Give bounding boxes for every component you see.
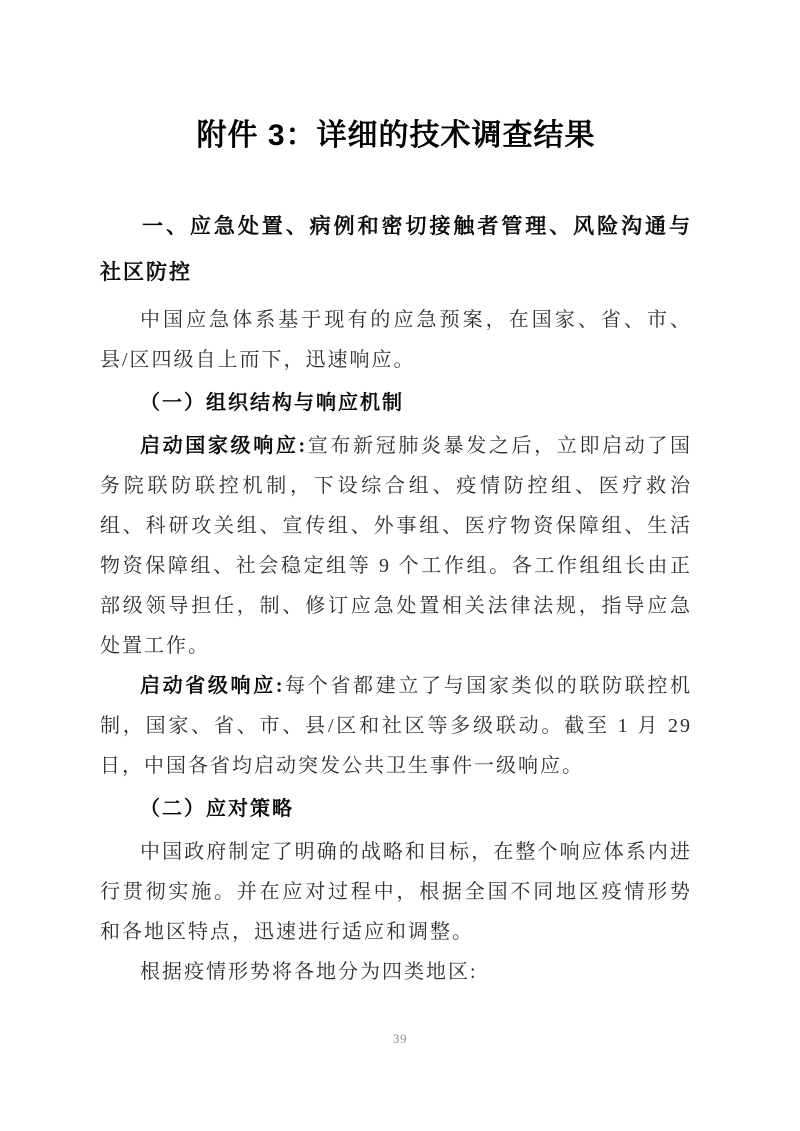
document-title: 附件 3：详细的技术调查结果 bbox=[196, 119, 596, 152]
subsection-heading-organization: （一）组织结构与响应机制 bbox=[140, 392, 404, 414]
national-response-text: 宣布新冠肺炎暴发之后，立即启动了国务院联防联控机制，下设综合组、疫情防控组、医疗救治组、科研攻关组、宣传组、外事组、医疗物资保障组、生活物资保障组、社会稳定组等 9 个工作组。各工作组组长由正部级领导担任，制、修订应急处置相关法律法规，指导应急处置工作。 bbox=[100, 435, 692, 657]
provincial-response-text: 每个省都建立了与国家类似的联防联控机制，国家、省、市、县/区和社区等多级联动。截至 1 月 29 日，中国各省均启动突发公共卫生事件一级响应。 bbox=[100, 675, 692, 777]
section-heading-1: 一、应急处置、病例和密切接触者管理、风险沟通与社区防控 bbox=[100, 215, 692, 284]
paragraph-provincial-response bbox=[100, 666, 692, 786]
provincial-response-lead: 启动省级响应: bbox=[140, 675, 285, 697]
page-number: 39 bbox=[393, 1031, 407, 1046]
paragraph-four-region-types: 根据疫情形势将各地分为四类地区: bbox=[140, 961, 478, 983]
page-content bbox=[100, 114, 692, 992]
national-response-lead: 启动国家级响应: bbox=[140, 435, 308, 457]
paragraph-national-response bbox=[100, 426, 692, 666]
paragraph-strategy: 中国政府制定了明确的战略和目标，在整个响应体系内进行贯彻实施。并在应对过程中，根据全国不同地区疫情形势和各地区特点，迅速进行适应和调整。 bbox=[100, 841, 692, 943]
paragraph-emergency-system-intro: 中国应急体系基于现有的应急预案，在国家、省、市、县/区四级自上而下，迅速响应。 bbox=[100, 309, 692, 371]
subsection-heading-strategy: （二）应对策略 bbox=[140, 798, 294, 820]
